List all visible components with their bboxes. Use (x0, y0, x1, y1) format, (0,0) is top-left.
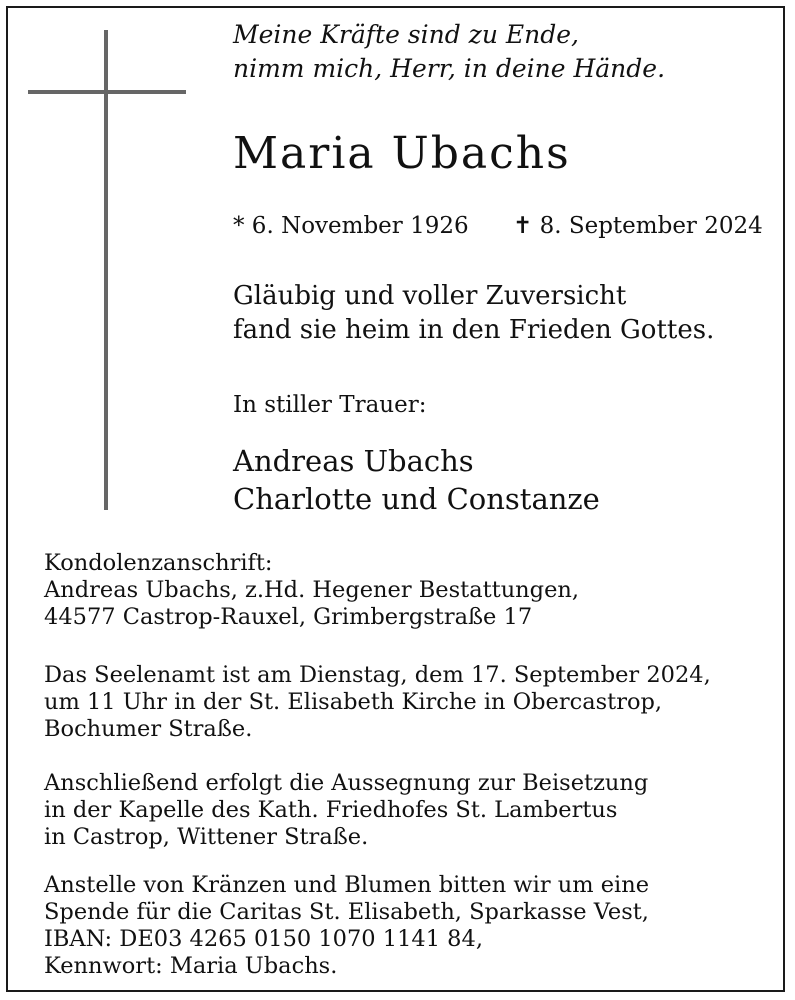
requiem-line: um 11 Uhr in der St. Elisabeth Kirche in Obercastrop, (44, 689, 663, 715)
condolence-line: 44577 Castrop-Rauxel, Grimbergstraße 17 (44, 604, 533, 630)
verse (233, 18, 665, 86)
death-date: ✝ 8. September 2024 (513, 213, 763, 239)
verse-line: nimm mich, Herr, in deine Hände. (233, 54, 666, 83)
donation-line: Kennwort: Maria Ubachs. (44, 953, 338, 979)
blessing-line: Anschließend erfolgt die Aussegnung zur Beisetzung (44, 770, 649, 796)
birth-date: * 6. November 1926 (233, 213, 469, 239)
condolence-address (44, 550, 579, 631)
verse-line: Meine Kräfte sind zu Ende, (233, 20, 579, 49)
mourners-list (233, 442, 600, 518)
faith-line: Gläubig und voller Zuversicht (233, 281, 627, 311)
condolence-line: Andreas Ubachs, z.Hd. Hegener Bestattungen, (44, 577, 580, 603)
faith-line: fand sie heim in den Frieden Gottes. (233, 315, 715, 345)
mourner-name: Charlotte und Constanze (233, 482, 600, 516)
donation-line: Anstelle von Kränzen und Blumen bitten wir um eine (44, 872, 650, 898)
blessing-line: in Castrop, Wittener Straße. (44, 824, 369, 850)
cross-icon (104, 30, 108, 510)
donation-line: Spende für die Caritas St. Elisabeth, Sparkasse Vest, (44, 899, 649, 925)
mourner-name: Andreas Ubachs (233, 444, 474, 478)
faith-text (233, 279, 714, 347)
blessing-info (44, 770, 648, 851)
donation-info (44, 872, 649, 980)
requiem-line: Das Seelenamt ist am Dienstag, dem 17. September 2024, (44, 662, 711, 688)
mourning-label: In stiller Trauer: (233, 392, 427, 418)
deceased-name: Maria Ubachs (233, 128, 571, 179)
blessing-line: in der Kapelle des Kath. Friedhofes St. Lambertus (44, 797, 618, 823)
cross-icon-bar (28, 90, 186, 94)
requiem-line: Bochumer Straße. (44, 716, 253, 742)
donation-line: IBAN: DE03 4265 0150 1070 1141 84, (44, 926, 483, 952)
requiem-info (44, 662, 711, 743)
condolence-line: Kondolenzanschrift: (44, 550, 273, 576)
